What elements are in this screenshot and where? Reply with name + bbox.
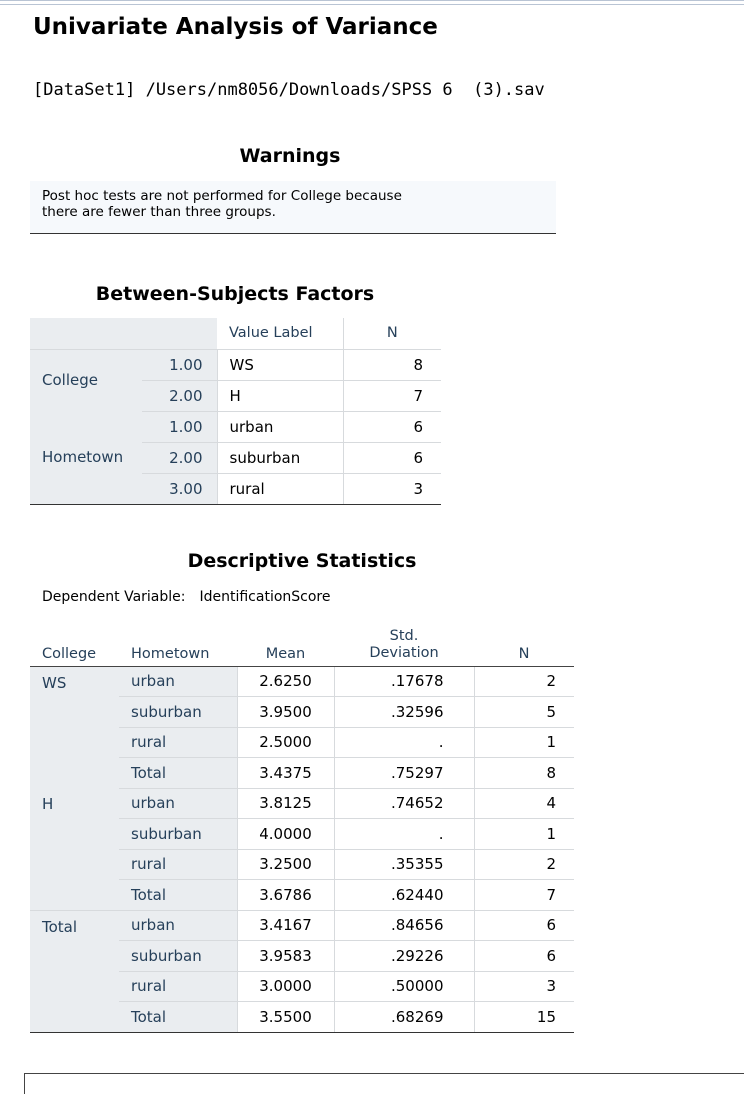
std-value: .	[334, 727, 474, 758]
mean-value: 3.4167	[237, 910, 334, 941]
dataset-path: [DataSet1] /Users/nm8056/Downloads/SPSS 6 (3).sav	[33, 80, 545, 100]
factor-label: College	[30, 349, 142, 411]
n-value: 5	[474, 697, 574, 728]
between-subjects-title: Between-Subjects Factors	[95, 283, 375, 305]
warning-line-1: Post hoc tests are not performed for College because	[42, 188, 402, 204]
hometown-label: suburban	[119, 697, 237, 728]
mean-value: 3.0000	[237, 971, 334, 1002]
table-row	[30, 788, 574, 819]
mean-value: 3.9583	[237, 941, 334, 972]
college-label: Total	[30, 910, 119, 1032]
header-std-line-2: Deviation	[369, 644, 439, 661]
header-corner	[30, 318, 142, 349]
output-title: Univariate Analysis of Variance	[33, 14, 438, 40]
header-hometown: Hometown	[119, 616, 237, 666]
header-mean: Mean	[237, 616, 334, 666]
header-row	[30, 616, 574, 666]
viewer-top-border	[0, 0, 744, 5]
n-value: 7	[474, 880, 574, 911]
warnings-box[interactable]	[30, 181, 556, 234]
hometown-label: Total	[119, 758, 237, 789]
n-value: 2	[474, 849, 574, 880]
n-value: 1	[474, 727, 574, 758]
n-value: 7	[343, 380, 441, 411]
hometown-label: urban	[119, 910, 237, 941]
college-label: WS	[30, 666, 119, 788]
dependent-variable-caption	[42, 589, 331, 605]
std-value: .62440	[334, 880, 474, 911]
hometown-label: suburban	[119, 819, 237, 850]
college-label: H	[30, 788, 119, 910]
std-value: .84656	[334, 910, 474, 941]
value-label: suburban	[217, 442, 343, 473]
descriptive-stats-title: Descriptive Statistics	[187, 550, 417, 572]
n-value: 8	[474, 758, 574, 789]
std-value: .35355	[334, 849, 474, 880]
hometown-label: suburban	[119, 941, 237, 972]
n-value: 15	[474, 1002, 574, 1033]
mean-value: 3.2500	[237, 849, 334, 880]
std-value: .75297	[334, 758, 474, 789]
mean-value: 3.5500	[237, 1002, 334, 1033]
hometown-label: rural	[119, 727, 237, 758]
mean-value: 3.9500	[237, 697, 334, 728]
warning-line-2: there are fewer than three groups.	[42, 204, 276, 220]
n-value: 4	[474, 788, 574, 819]
n-value: 3	[474, 971, 574, 1002]
header-std-deviation	[334, 616, 474, 666]
n-value: 1	[474, 819, 574, 850]
std-value: .68269	[334, 1002, 474, 1033]
header-corner	[142, 318, 217, 349]
value-label: urban	[217, 411, 343, 442]
value-label: H	[217, 380, 343, 411]
mean-value: 2.5000	[237, 727, 334, 758]
level-value: 1.00	[142, 349, 217, 380]
mean-value: 3.6786	[237, 880, 334, 911]
warnings-title: Warnings	[239, 145, 341, 167]
hometown-label: rural	[119, 971, 237, 1002]
next-output-object[interactable]	[24, 1073, 744, 1094]
n-value: 6	[343, 442, 441, 473]
mean-value: 4.0000	[237, 819, 334, 850]
header-value-label: Value Label	[217, 318, 343, 349]
std-value: .29226	[334, 941, 474, 972]
hometown-label: rural	[119, 849, 237, 880]
mean-value: 3.4375	[237, 758, 334, 789]
std-value: .50000	[334, 971, 474, 1002]
n-value: 2	[474, 666, 574, 697]
table-row	[30, 411, 441, 442]
table-row	[30, 910, 574, 941]
value-label: WS	[217, 349, 343, 380]
descriptive-stats-table[interactable]	[30, 616, 574, 1033]
header-college: College	[30, 616, 119, 666]
table-row	[30, 666, 574, 697]
dependent-variable-label: Dependent Variable:	[42, 589, 186, 605]
n-value: 6	[343, 411, 441, 442]
level-value: 1.00	[142, 411, 217, 442]
table-row	[30, 349, 441, 380]
header-n: N	[343, 318, 441, 349]
mean-value: 2.6250	[237, 666, 334, 697]
n-value: 3	[343, 473, 441, 504]
n-value: 8	[343, 349, 441, 380]
header-std-line-1: Std.	[389, 627, 419, 644]
hometown-label: urban	[119, 666, 237, 697]
std-value: .17678	[334, 666, 474, 697]
factor-label: Hometown	[30, 411, 142, 504]
std-value: .32596	[334, 697, 474, 728]
dependent-variable-value: IdentificationScore	[199, 589, 331, 605]
hometown-label: Total	[119, 1002, 237, 1033]
hometown-label: urban	[119, 788, 237, 819]
header-n: N	[474, 616, 574, 666]
between-subjects-table[interactable]	[30, 318, 441, 505]
level-value: 3.00	[142, 473, 217, 504]
hometown-label: Total	[119, 880, 237, 911]
level-value: 2.00	[142, 380, 217, 411]
mean-value: 3.8125	[237, 788, 334, 819]
level-value: 2.00	[142, 442, 217, 473]
n-value: 6	[474, 910, 574, 941]
value-label: rural	[217, 473, 343, 504]
std-value: .	[334, 819, 474, 850]
n-value: 6	[474, 941, 574, 972]
std-value: .74652	[334, 788, 474, 819]
